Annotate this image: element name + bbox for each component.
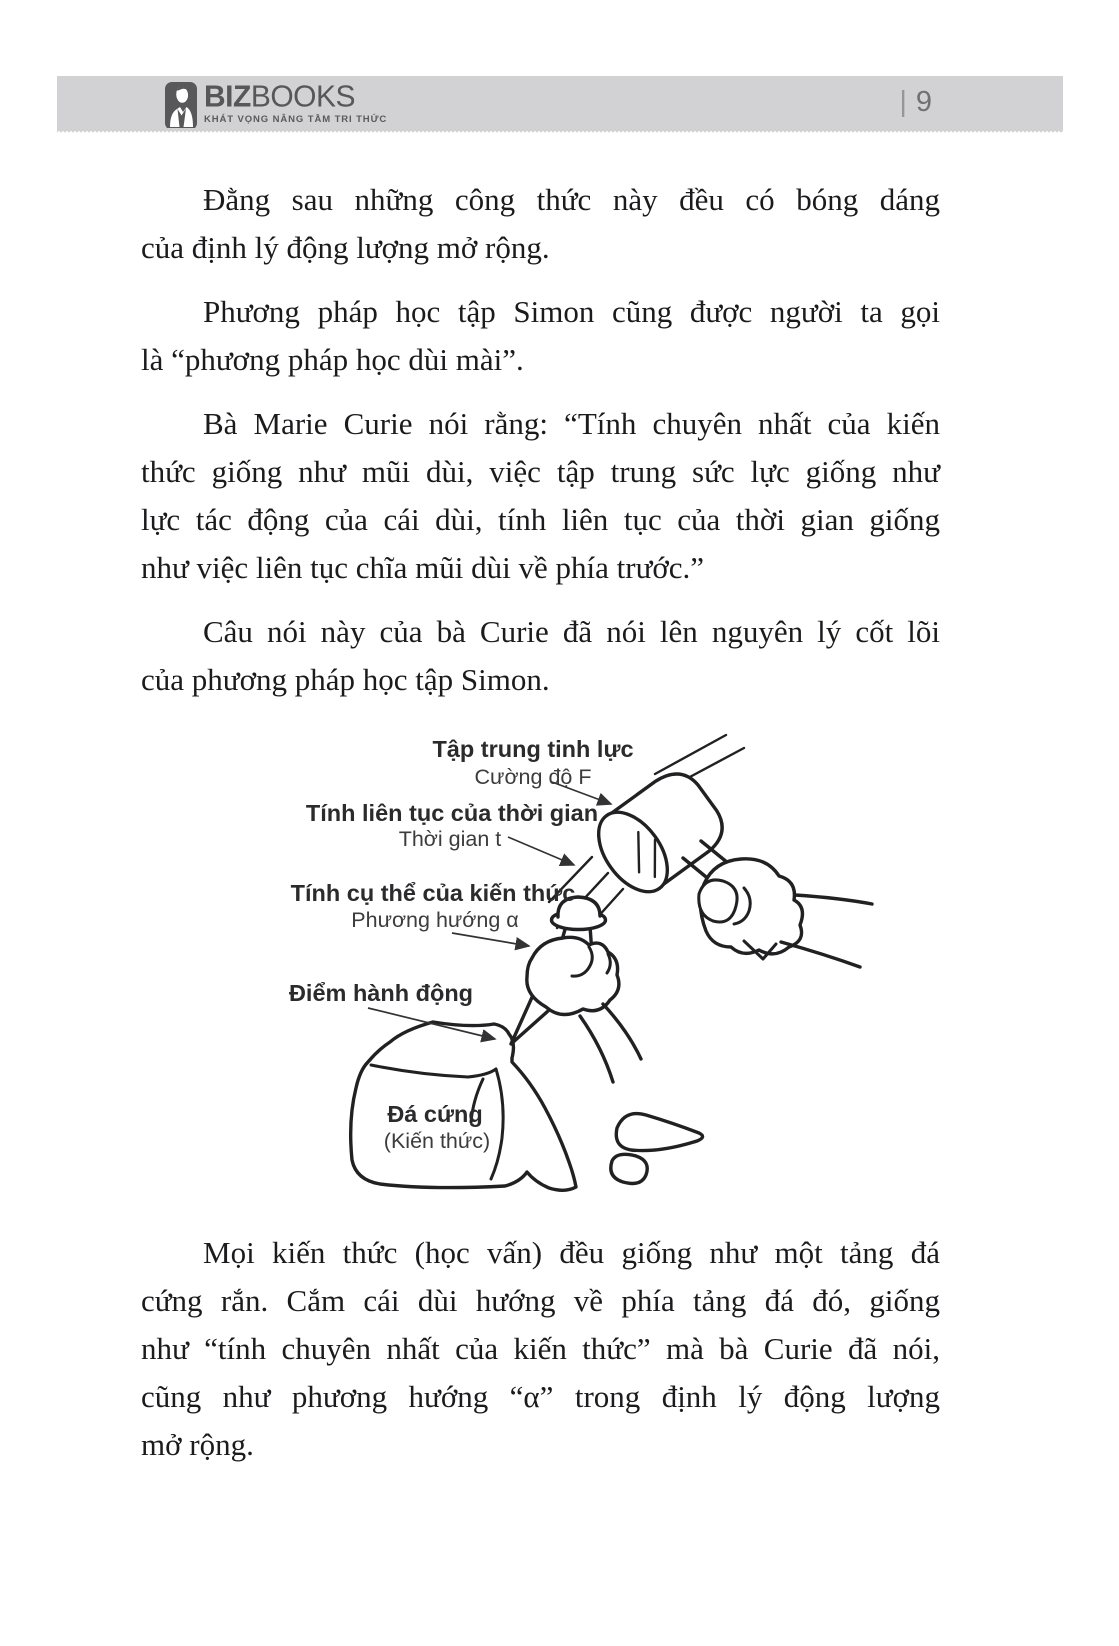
body-line: thức giống như mũi dùi, việc tập trung sức lực giống như: [141, 454, 940, 489]
brand-text: [204, 79, 388, 125]
body-line: của định lý động lượng mở rộng.: [141, 230, 550, 265]
arrow-time: [508, 837, 574, 865]
rock-fragments-icon: [611, 1114, 703, 1184]
brand-wordmark: [204, 79, 387, 114]
awl-hand-icon: [527, 937, 619, 1014]
body-line: cũng như phương hướng “α” trong định lý động lượng: [141, 1379, 940, 1414]
body-text-top: [141, 176, 940, 720]
page-number: [899, 76, 932, 128]
label-time-title: Tính liên tục của thời gian: [305, 800, 599, 826]
label-time-subtitle: Thời gian t: [398, 827, 502, 851]
paragraph: [141, 176, 940, 272]
arrow-direction: [452, 933, 529, 946]
label-action-point: Điểm hành động: [288, 980, 474, 1006]
body-line: cứng rắn. Cắm cái dùi hướng về phía tảng đá đó, giống: [141, 1283, 940, 1318]
paragraph: [141, 288, 940, 384]
body-line: là “phương pháp học dùi mài”.: [141, 342, 524, 377]
paragraph: [141, 1229, 940, 1469]
brand-biz: BIZ: [204, 79, 251, 114]
body-line: Đằng sau những công thức này đều có bóng dáng: [203, 182, 940, 217]
label-focus-subtitle: Cường độ F: [474, 765, 592, 789]
bizbooks-logo-icon: [165, 82, 197, 130]
page-number-separator: |: [899, 85, 907, 118]
body-line: lực tác động của cái dùi, tính liên tục của thời gian giống: [141, 502, 940, 537]
label-knowledge-title: Tính cụ thể của kiến thức: [290, 880, 576, 906]
label-rock-title: Đá cứng: [387, 1101, 483, 1127]
awl-and-rock-illustration: [0, 690, 1119, 1200]
publisher-logo: [165, 79, 388, 130]
body-line: như việc liên tục chĩa mũi dùi về phía trước.”: [141, 550, 705, 585]
awl-wrist-lines: [580, 1004, 641, 1082]
label-rock-subtitle: (Kiến thức): [383, 1129, 491, 1153]
body-line: Mọi kiến thức (học vấn) đều giống như một tảng đá: [203, 1235, 940, 1270]
body-line: Bà Marie Curie nói rằng: “Tính chuyên nhất của kiến: [203, 406, 940, 441]
body-line: mở rộng.: [141, 1427, 254, 1462]
brand-tagline: KHÁT VỌNG NÂNG TẦM TRI THỨC: [204, 114, 388, 125]
body-line: Phương pháp học tập Simon cũng được người ta gọi: [203, 294, 940, 329]
page-number-value: 9: [915, 85, 932, 118]
body-text-bottom: [141, 1229, 940, 1485]
body-line: của phương pháp học tập Simon.: [141, 662, 550, 697]
body-line: như “tính chuyên nhất của kiến thức” mà bà Curie đã nói,: [141, 1331, 940, 1366]
label-focus-title: Tập trung tinh lực: [432, 736, 634, 762]
header-band: [57, 76, 1063, 128]
label-knowledge-subtitle: Phương hướng α: [351, 908, 519, 932]
band-perforated-edge: [57, 128, 1063, 133]
brand-books: BOOKS: [250, 79, 356, 114]
body-line: Câu nói này của bà Curie đã nói lên nguyên lý cốt lõi: [203, 614, 940, 649]
paragraph: [141, 400, 940, 592]
